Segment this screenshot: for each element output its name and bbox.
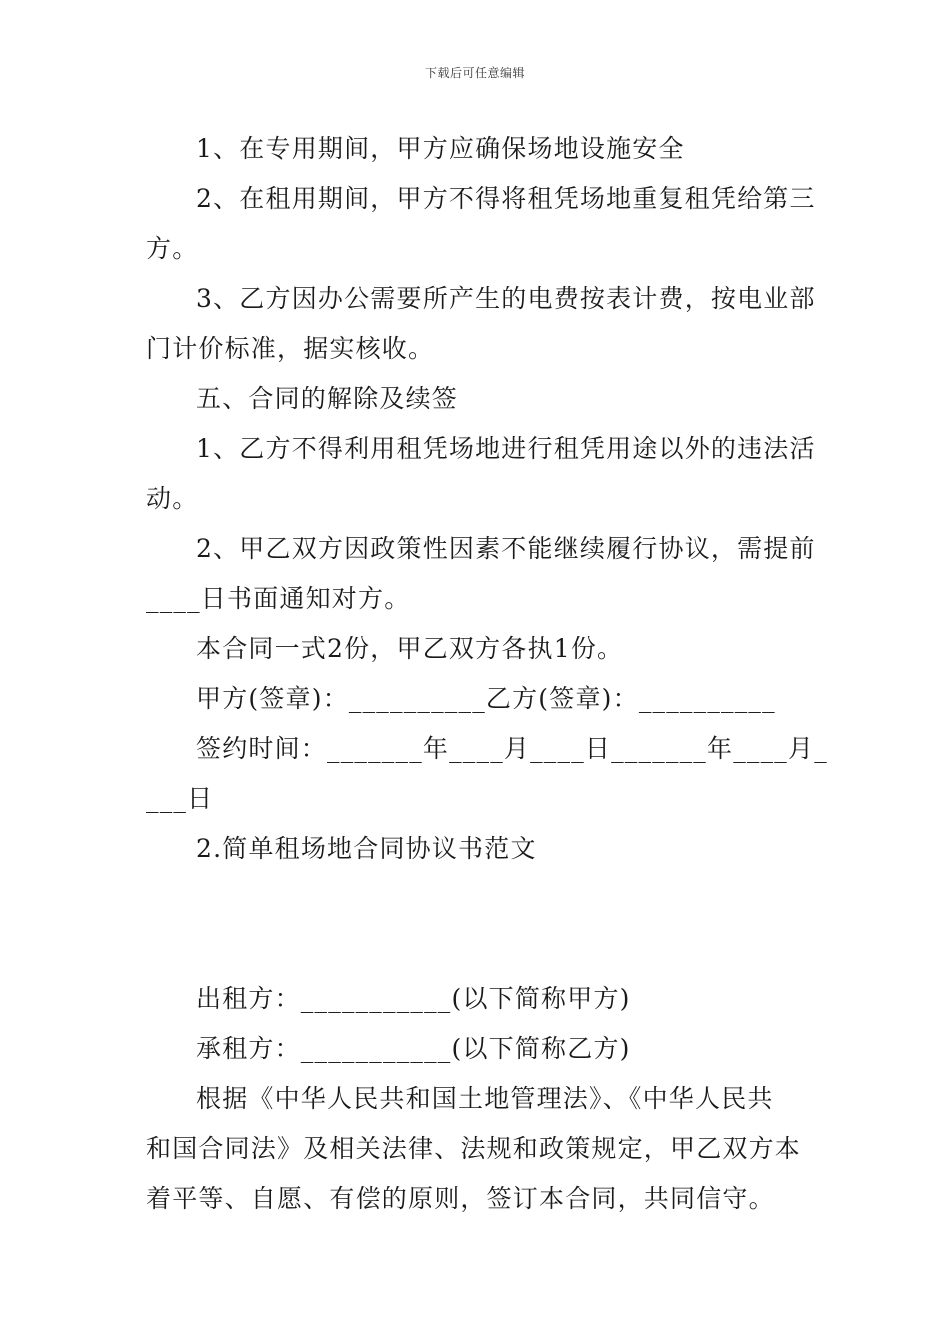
clause-line: 3、乙方因办公需要所产生的电费按表计费，按电业部	[196, 284, 816, 313]
blank-space	[146, 874, 808, 974]
signature-line: 甲方(签章)：__________乙方(签章)：__________	[196, 684, 776, 713]
clause-line: 2、甲乙双方因政策性因素不能继续履行协议，需提前	[196, 534, 816, 563]
clause-line: 1、在专用期间，甲方应确保场地设施安全	[196, 134, 685, 163]
lessee-line: 承租方：___________(以下简称乙方)	[196, 1034, 631, 1063]
preamble-continuation: 和国合同法》及相关法律、法规和政策规定，甲乙双方本	[146, 1134, 802, 1163]
section-heading: 五、合同的解除及续签	[196, 384, 459, 413]
preamble-line: 根据《中华人民共和国土地管理法》、《中华人民共	[196, 1084, 774, 1113]
page-header-note: 下载后可任意编辑	[424, 66, 525, 80]
signing-date-line: 签约时间：_______年____月____日_______年____月_	[196, 734, 828, 763]
copies-statement: 本合同一式2份，甲乙双方各执1份。	[196, 634, 624, 663]
document-body	[146, 124, 828, 1224]
clause-line: 1、乙方不得利用租凭场地进行租凭用途以外的违法活	[196, 434, 816, 463]
lessor-line: 出租方：___________(以下简称甲方)	[196, 984, 631, 1013]
clause-line-continuation: ____日书面通知对方。	[146, 584, 411, 613]
preamble-continuation: 着平等、自愿、有偿的原则，签订本合同，共同信守。	[146, 1184, 775, 1213]
clause-line-continuation: 方。	[146, 234, 199, 263]
clause-line-continuation: 门计价标准，据实核收。	[146, 334, 435, 363]
signing-date-continuation: ___日	[146, 784, 214, 813]
clause-line-continuation: 动。	[146, 484, 199, 513]
clause-line: 2、在租用期间，甲方不得将租凭场地重复租凭给第三	[196, 184, 816, 213]
document-title: 2.简单租场地合同协议书范文	[196, 834, 537, 863]
